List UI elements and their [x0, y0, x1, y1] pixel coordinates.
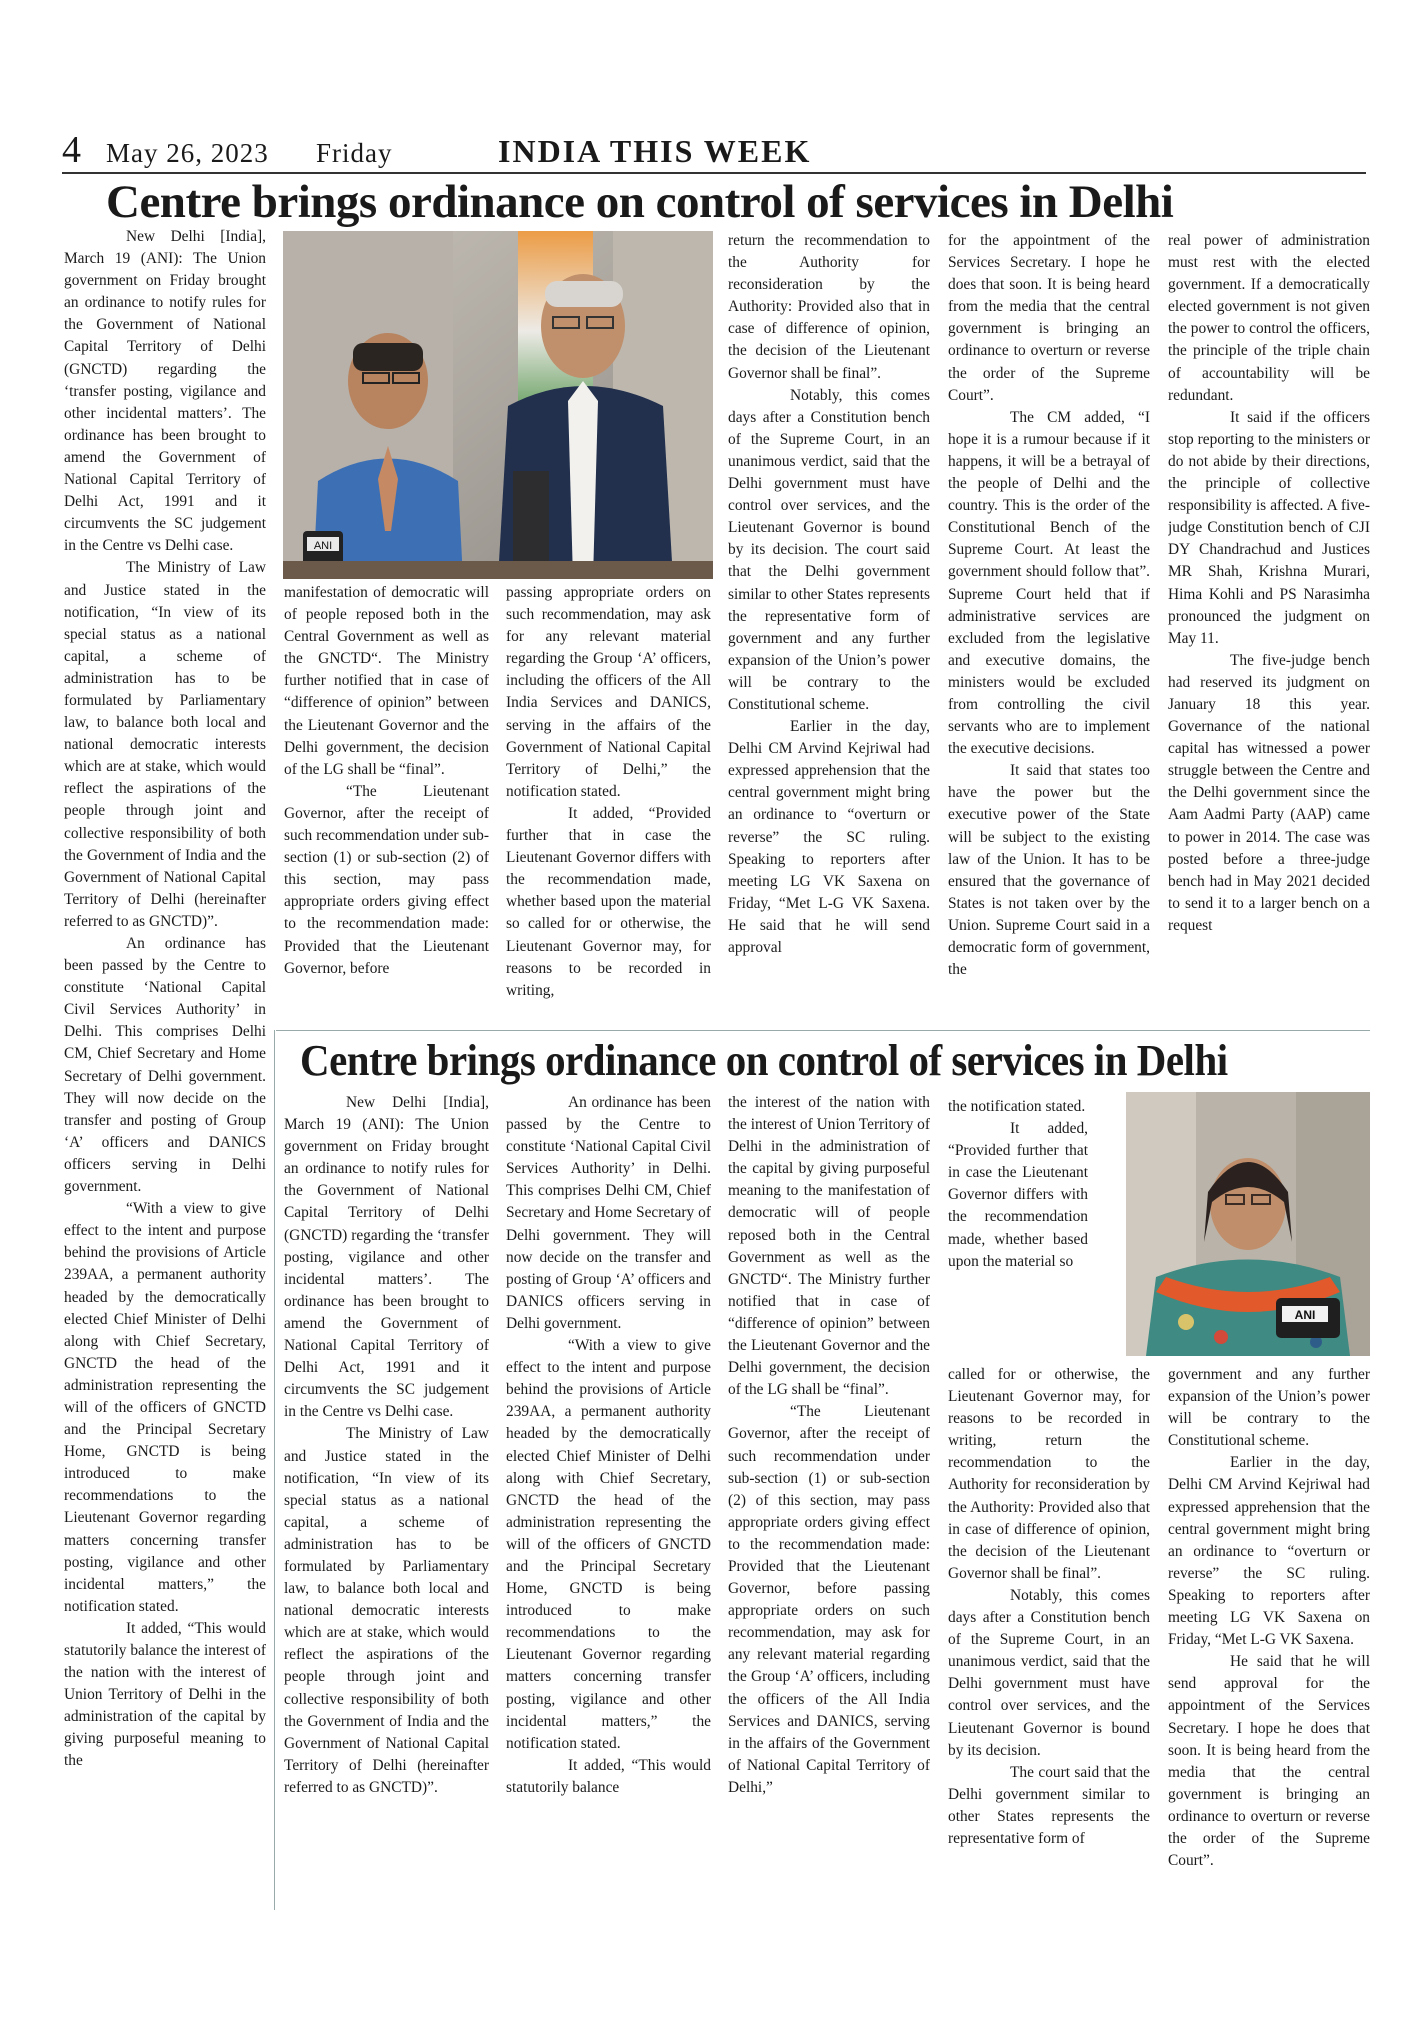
paragraph: “The Lieutenant Governor, after the receipt of such recommendation under sub-section (1) or sub-section (2) of this section, may pass appropriate orders giving effect to the recommendation made: Provided that the Lieutenant Governor, before passing appropriate orders on such recommendation, may ask for any relevant material regarding the Group ‘A’ officers, including the officers of the All India Services and DANICS, serving in the affairs of the Government of National Capital Territory of Delhi,” — [728, 1403, 930, 1796]
article-2-column-5 — [1168, 1364, 1370, 1902]
article-2-headline: Centre brings ordinance on control of services in Delhi — [300, 1036, 1228, 1085]
paragraph: An ordinance has been passed by the Centre to constitute ‘National Capital Civil Services Authority’ in Delhi. This comprises Delhi CM, Chief Secretary and Home Secretary of Delhi government. They will now decide on the transfer and posting of Group ‘A’ officers and DANICS officers serving in Delhi government. — [506, 1094, 711, 1332]
paragraph: Earlier in the day, Delhi CM Arvind Kejriwal had expressed apprehension that the central government might bring an ordinance to “overturn or reverse” the SC ruling. Speaking to reporters after meeting LG VK Saxena on Friday, “Met L-G VK Saxena. He said that he will send approval — [728, 718, 930, 956]
article-2-column-4b — [948, 1364, 1150, 1902]
paragraph: “With a view to give effect to the intent and purpose behind the provisions of Article 239AA, a permanent authority headed by the democratically elected Chief Minister of Delhi along with Chief Secretary, GNCTD the head of the administration representing the will of the officers of GNCTD and the Principal Secretary Home, GNCTD is being introduced to make recommendations to the Lieutenant Governor regarding matters concerning transfer posting, vigilance and other incidental matters,” the notification stated. — [64, 1200, 266, 1615]
section-title: INDIA THIS WEEK — [498, 133, 812, 169]
paragraph: The court said that the Delhi government similar to other States represents the representative form of — [948, 1763, 1150, 1847]
masthead — [62, 130, 1366, 174]
column-divider — [274, 1030, 275, 1910]
paragraph: It added, “Provided further that in case the Lieutenant Governor differs with the recommendation made, whether based upon the material so called for or otherwise, the Lieutenant Governor may, for reasons to be recorded in writing, — [506, 804, 711, 999]
paragraph: New Delhi [India], March 19 (ANI): The Union government on Friday brought an ordinance to notify rules for the Government of National Capital Territory of Delhi (GNCTD) regarding the ‘transfer posting, vigilance and other incidental matters’. The ordinance has been brought to amend the Government of National Capital Territory of Delhi Act, 1991 and it circumvents the SC judgement in the Centre vs Delhi case. — [284, 1094, 489, 1421]
paragraph: It added, “Provided further that in case the Lieutenant Governor differs with the recommendation made, whether based upon the material so — [948, 1120, 1088, 1270]
article-1-column-4 — [728, 230, 930, 1022]
issue-day: Friday — [316, 138, 393, 168]
article-divider — [276, 1030, 1370, 1031]
paragraph: called for or otherwise, the Lieutenant Governor may, for reasons to be recorded in writing, return the recommendation to the Authority for reconsideration by the Authority: Provided also that in case of difference of opinion, the decision of the Lieutenant Governor shall be final”. — [948, 1366, 1150, 1582]
paragraph: An ordinance has been passed by the Centre to constitute ‘National Capital Civil Services Authority’ in Delhi. This comprises Delhi CM, Chief Secretary and Home Secretary of Delhi government. They will now decide on the transfer and posting of Group ‘A’ officers and DANICS officers serving in Delhi government. — [64, 935, 266, 1196]
paragraph: Earlier in the day, Delhi CM Arvind Kejriwal had expressed apprehension that the central government might bring an ordinance to “overturn or reverse” the SC ruling. Speaking to reporters after meeting LG VK Saxena on Friday, “Met L-G VK Saxena. — [1168, 1454, 1370, 1649]
paragraph: It said that states too have the power but the executive power of the State will be subject to the existing law of the Union. It has to be ensured that the governance of States is not taken over by the Union. Supreme Court said in a democratic form of government, the — [948, 762, 1150, 979]
paragraph: New Delhi [India], March 19 (ANI): The Union government on Friday brought an ordinance to notify rules for the Government of National Capital Territory of Delhi (GNCTD) regarding the ‘transfer posting, vigilance and other incidental matters’. The ordinance has been brought to amend the Government of National Capital Territory of Delhi Act, 1991 and it circumvents the SC judgement in the Centre vs Delhi case. — [64, 228, 266, 555]
paragraph: The Ministry of Law and Justice stated in the notification, “In view of its special status as a national capital, a scheme of administration has to be formulated by Parliamentary law, to balance both local and national democratic interests which are at stake, which would reflect the aspirations of the people through joint and collective responsibility of both the Government of India and the Government of National Capital Territory of Delhi (hereinafter referred to as GNCTD)”. — [64, 559, 266, 930]
officials-press-photo — [283, 231, 713, 579]
article-2-column-3 — [728, 1092, 930, 1902]
article-2-column-2 — [506, 1092, 711, 1902]
paragraph: return the recommendation to the Authority for reconsideration by the Authority: Provided also that in case of difference of opinion, the decision of the Lieutenant Governor shall be final”. — [728, 232, 930, 382]
paragraph: for the appointment of the Services Secretary. I hope he does that soon. It is being heard from the media that the central government is bringing an ordinance to overturn or reverse the order of the Supreme Court”. — [948, 232, 1150, 404]
paragraph: It added, “This would statutorily balance the interest of the nation with the interest of Union Territory of Delhi in the administration of the capital by giving purposeful meaning to the — [64, 1619, 266, 1770]
article-1-headline: Centre brings ordinance on control of services in Delhi — [106, 176, 1174, 228]
article-1-column-1 — [64, 226, 266, 1900]
article-2-photo — [1126, 1092, 1370, 1356]
paragraph: manifestation of democratic will of people reposed both in the Central Government as well as the GNCTD“. The Ministry further notified that in case of “difference of opinion” between the Lieutenant Governor and the Delhi government, the decision of the LG shall be “final”. — [284, 584, 489, 778]
paragraph: Notably, this comes days after a Constitution bench of the Supreme Court, in an unanimous verdict, said that the Delhi government must have control over services, and the Lieutenant Governor is bound by its decision. The court said that the Delhi government similar to other States represents the representative form of government and any further expansion of the Union’s power will be contrary to the Constitutional scheme. — [728, 386, 930, 713]
paragraph: passing appropriate orders on such recommendation, may ask for any relevant material regarding the Group ‘A’ officers, including the officers of the All India Services and DANICS, serving in the affairs of the Government of National Capital Territory of Delhi,” the notification stated. — [506, 584, 711, 800]
paragraph: the interest of the nation with the interest of Union Territory of Delhi in the administration of the capital by giving purposeful meaning to the manifestation of democratic will of people reposed both in the Central Government as well as the GNCTD“. The Ministry further notified that in case of “difference of opinion” between the Lieutenant Governor and the Delhi government, the decision of the LG shall be “final”. — [728, 1094, 930, 1399]
page-number: 4 — [62, 129, 81, 171]
paragraph: The five-judge bench had reserved its judgment on January 18 this year. Governance of the national capital has witnessed a power struggle between the Centre and the Delhi government since the Aam Aadmi Party (AAP) came to power in 2014. The case was posted before a three-judge bench had in May 2021 decided to send it to a larger bench on a request — [1168, 651, 1370, 934]
paragraph: government and any further expansion of the Union’s power will be contrary to the Constitutional scheme. — [1168, 1366, 1370, 1450]
article-1-column-2 — [284, 582, 489, 1022]
article-1-column-6 — [1168, 230, 1370, 1022]
paragraph: He said that he will send approval for the appointment of the Services Secretary. I hope he does that soon. It is being heard from the media that the central government is bringing an ordinance to overturn or reverse the order of the Supreme Court”. — [1168, 1653, 1370, 1870]
paragraph: The CM added, “I hope it is a rumour because if it happens, it will be a betrayal of the people of Delhi and the country. This is the order of the Constitutional Bench of the Supreme Court. At least the government should follow that”. Supreme Court held that if administrative services are excluded from the legislative and executive domains, the ministers would be excluded from controlling the civil servants who are to implement the executive decisions. — [948, 408, 1150, 758]
paragraph: the notification stated. — [948, 1098, 1086, 1115]
paragraph: “The Lieutenant Governor, after the receipt of such recommendation under sub-section (1) or sub-section (2) of this section, may pass appropriate orders giving effect to the recommendation made: Provided that the Lieutenant Governor, before — [284, 782, 489, 977]
article-1-photo-mic-logo: ANI — [313, 540, 333, 552]
paragraph: The Ministry of Law and Justice stated in the notification, “In view of its special status as a national capital, a scheme of administration has to be formulated by Parliamentary law, to balance both local and national democratic interests which are at stake, which would reflect the aspirations of the people through joint and collective responsibility of both the Government of India and the Government of National Capital Territory of Delhi (hereinafter referred to as GNCTD)”. — [284, 1425, 489, 1796]
paragraph: It said if the officers stop reporting to the ministers or do not abide by their directions, the principle of collective responsibility is affected. A five-judge Constitution bench of CJI DY Chandrachud and Justices MR Shah, Krishna Murari, Hima Kohli and PS Narasimha pronounced the judgment on May 11. — [1168, 408, 1370, 647]
article-2-column-4a — [948, 1096, 1088, 1364]
article-1-column-3 — [506, 582, 711, 1022]
paragraph: Notably, this comes days after a Constitution bench of the Supreme Court, in an unanimous verdict, said that the Delhi government must have control over services, and the Lieutenant Governor is bound by its decision. — [948, 1586, 1150, 1759]
issue-date: May 26, 2023 — [106, 138, 269, 168]
paragraph: real power of administration must rest with the elected government. If a democratically elected government is not given the power to control the officers, the principle of the triple chain of accountability will be redundant. — [1168, 232, 1370, 404]
article-1-photo — [283, 231, 713, 579]
paragraph: It added, “This would statutorily balance — [506, 1756, 711, 1796]
minister-press-photo — [1126, 1092, 1370, 1356]
article-2-photo-mic-logo: ANI — [1294, 1308, 1316, 1322]
paragraph: “With a view to give effect to the intent and purpose behind the provisions of Article 239AA, a permanent authority headed by the democratically elected Chief Minister of Delhi along with Chief Secretary, GNCTD the head of the administration representing the will of the officers of GNCTD and the Principal Secretary Home, GNCTD is being introduced to make recommendations to the Lieutenant Governor regarding matters concerning transfer posting, vigilance and other incidental matters,” the notification stated. — [506, 1337, 711, 1752]
article-1-column-5 — [948, 230, 1150, 1022]
article-2-column-1 — [284, 1092, 489, 1902]
